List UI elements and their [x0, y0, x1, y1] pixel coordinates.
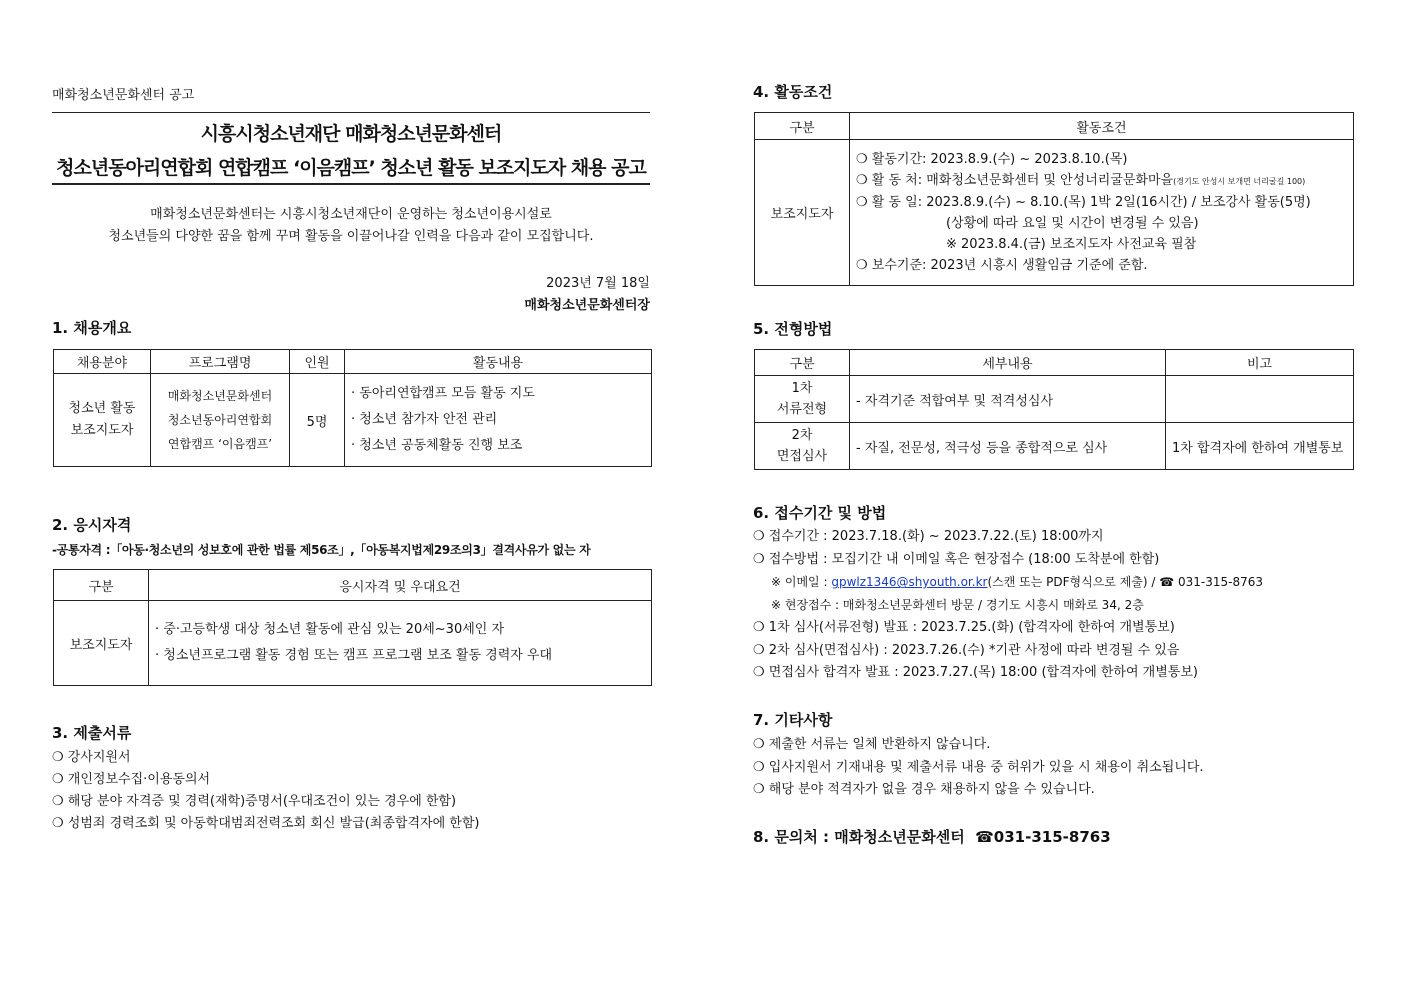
- intro-text: [52, 204, 650, 248]
- table-cell: [151, 374, 290, 467]
- divider: [52, 183, 650, 185]
- section-title-3: 3. 제출서류: [52, 724, 132, 742]
- table-cell: [755, 423, 850, 470]
- cell-line: · 동아리연합캠프 모듬 활동 지도: [351, 386, 535, 401]
- list-item: ※ 현장접수 : 매화청소년문화센터 방문 / 경기도 시흥시 매화로 34, 2층: [771, 598, 1144, 613]
- email-note: (스캔 또는 PDF형식으로 제출) / ☎ 031-315-8763: [987, 575, 1264, 590]
- table-cell: - 자격기준 적합여부 및 적격성심사: [850, 376, 1166, 423]
- cell-line: ※ 2023.8.4.(금) 보조지도자 사전교육 필참: [946, 237, 1197, 252]
- cell-line: 보조지도자: [70, 423, 134, 438]
- misc-list: [753, 734, 1204, 802]
- table-cell: [149, 601, 652, 686]
- table-cell: [850, 140, 1354, 286]
- venue-address: (경기도 안성시 보개면 너리굴길 100): [1173, 177, 1306, 186]
- section-title-2: 2. 응시자격: [52, 516, 132, 534]
- table-cell: [755, 376, 850, 423]
- cell-line: · 청소년 참가자 안전 관리: [351, 412, 498, 427]
- venue-text: ❍ 활 동 처: 매화청소년문화센터 및 안성너리굴문화마을: [856, 173, 1174, 188]
- cell-line: ❍ 보수기준: 2023년 시흥시 생활임금 기준에 준함.: [856, 258, 1148, 273]
- list-item: ❍ 입사지원서 기재내용 및 제출서류 내용 중 허위가 있을 시 채용이 취소됩니다.: [753, 759, 1204, 775]
- table-header: 비고: [1166, 350, 1354, 376]
- contact-info: 8. 문의처 : 매화청소년문화센터 ☎031-315-8763: [753, 828, 1111, 846]
- application-info: [753, 526, 1263, 685]
- page-title: 시흥시청소년재단 매화청소년문화센터: [200, 123, 502, 145]
- cell-line: · 청소년프로그램 활동 경험 또는 캠프 프로그램 보조 활동 경력자 우대: [155, 648, 553, 663]
- common-qualification: -공통자격 :「아동·청소년의 성보호에 관한 법률 제56조」,「아동복지법제29조의3」결격사유가 없는 자: [52, 543, 591, 557]
- selection-table: [754, 349, 1354, 470]
- cell-line: 1차: [791, 381, 813, 396]
- section-title-7: 7. 기타사항: [753, 711, 833, 729]
- conditions-table: [754, 112, 1354, 286]
- list-item: ❍ 강사지원서: [52, 750, 131, 765]
- table-cell: - 자질, 전문성, 적극성 등을 종합적으로 심사: [850, 423, 1166, 470]
- table-cell: 1차 합격자에 한하여 개별통보: [1166, 423, 1354, 470]
- email-link[interactable]: gpwlz1346@shyouth.or.kr: [831, 575, 988, 590]
- email-label: ※ 이메일 :: [771, 575, 832, 590]
- table-cell: [345, 374, 652, 467]
- table-header: 구분: [755, 113, 850, 140]
- table-header: 활동조건: [850, 113, 1354, 140]
- section-title-4: 4. 활동조건: [753, 83, 833, 101]
- agency-label: 매화청소년문화센터 공고: [52, 88, 195, 103]
- list-item: ❍ 제출한 서류는 일체 반환하지 않습니다.: [753, 737, 991, 752]
- cell-line: 매화청소년문화센터: [167, 389, 273, 403]
- table-cell: [54, 374, 151, 467]
- table-cell: 5명: [290, 374, 345, 467]
- list-item: ❍ 1차 심사(서류전형) 발표 : 2023.7.25.(화) (합격자에 한하여 개별통보): [753, 619, 1175, 635]
- table-cell: [1166, 376, 1354, 423]
- signer: 매화청소년문화센터장: [524, 298, 650, 313]
- qualification-table: [53, 569, 652, 686]
- section-title-6: 6. 접수기간 및 방법: [753, 504, 887, 522]
- cell-line: · 청소년 공동체활동 진행 보조: [351, 438, 523, 453]
- table-cell: 보조지도자: [54, 601, 149, 686]
- cell-line: (상황에 따라 요일 및 시간이 변경될 수 있음): [946, 216, 1199, 231]
- divider: [52, 112, 650, 113]
- table-header: 채용분야: [54, 350, 151, 374]
- cell-line: 청소년 활동: [68, 401, 136, 416]
- cell-line: · 중·고등학생 대상 청소년 활동에 관심 있는 20세~30세인 자: [155, 622, 505, 637]
- notice-date: 2023년 7월 18일: [546, 276, 650, 291]
- table-header: 활동내용: [345, 350, 652, 374]
- list-item: ❍ 해당 분야 적격자가 없을 경우 채용하지 않을 수 있습니다.: [753, 782, 1095, 798]
- page-subtitle: 청소년동아리연합회 연합캠프 ‘이음캠프’ 청소년 활동 보조지도자 채용 공고: [56, 157, 646, 179]
- cell-line: 서류전형: [776, 402, 828, 417]
- intro-line: 매화청소년문화센터는 시흥시청소년재단이 운영하는 청소년이용시설로: [150, 207, 552, 222]
- intro-line: 청소년들의 다양한 꿈을 함께 꾸며 활동을 이끌어나갈 인력을 다음과 같이 모집합니다.: [108, 229, 594, 244]
- cell-line: 청소년동아리연합회: [167, 413, 273, 427]
- list-item: ❍ 접수방법 : 모집기간 내 이메일 혹은 현장접수 (18:00 도착분에 한함): [753, 551, 1160, 567]
- table-header: 응시자격 및 우대요건: [149, 570, 652, 601]
- cell-line: [856, 170, 1349, 192]
- table-header: 구분: [54, 570, 149, 601]
- documents-list: [52, 747, 479, 835]
- section-title-1: 1. 채용개요: [52, 319, 132, 337]
- list-item: ❍ 2차 심사(면접심사) : 2023.7.26.(수) *기관 사정에 따라 변경될 수 있음: [753, 642, 1180, 658]
- list-item: ❍ 성범죄 경력조회 및 아동학대범죄전력조회 회신 발급(최종합격자에 한함): [52, 816, 480, 831]
- table-header: 인원: [290, 350, 345, 374]
- cell-line: ❍ 활 동 일: 2023.8.9.(수) ~ 8.10.(목) 1박 2일(16시간) / 보조강사 활동(5명): [856, 195, 1311, 210]
- table-header: 구분: [755, 350, 850, 376]
- cell-line: 연합캠프 ‘이음캠프’: [167, 437, 273, 451]
- table-cell: 보조지도자: [755, 140, 850, 286]
- list-item: ❍ 면접심사 합격자 발표 : 2023.7.27.(목) 18:00 (합격자에 한하여 개별통보): [753, 665, 1198, 681]
- list-item: ❍ 접수기간 : 2023.7.18.(화) ~ 2023.7.22.(토) 18:00까지: [753, 529, 1104, 544]
- list-item: ❍ 해당 분야 자격증 및 경력(재학)증명서(우대조건이 있는 경우에 한함): [52, 794, 457, 809]
- recruit-table: [53, 349, 652, 467]
- section-title-5: 5. 전형방법: [753, 320, 833, 338]
- cell-line: ❍ 활동기간: 2023.8.9.(수) ~ 2023.8.10.(목): [856, 152, 1128, 167]
- cell-line: 면접심사: [776, 449, 828, 464]
- cell-line: 2차: [791, 428, 813, 443]
- table-header: 세부내용: [850, 350, 1166, 376]
- table-header: 프로그램명: [151, 350, 290, 374]
- list-item: [753, 571, 1263, 594]
- list-item: ❍ 개인정보수집·이용동의서: [52, 772, 211, 787]
